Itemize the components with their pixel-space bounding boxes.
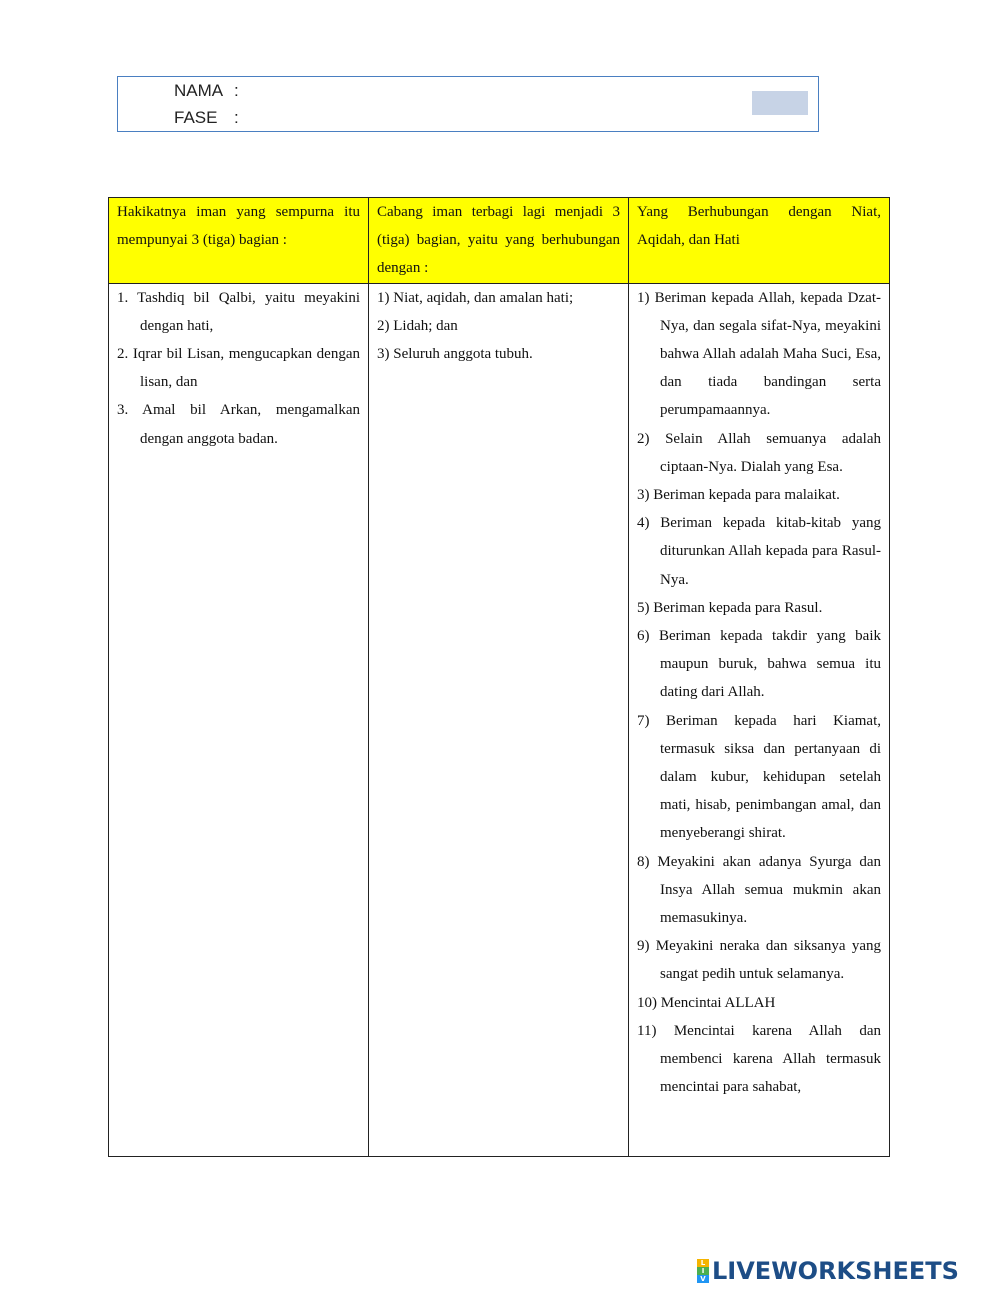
phase-colon: : [234,108,239,127]
logo-mark-icon [697,1259,709,1283]
name-label: NAMA [174,81,224,100]
list-item: 2) Lidah; dan [377,317,458,334]
logo-text: LIVEWORKSHEETS [712,1257,959,1285]
list-item: 1. Tashdiq bil Qalbi, yaitu meyakini dengan hati, [117,289,360,334]
list-item: 1) Beriman kepada Allah, kepada Dzat-Nya, dan segala sifat-Nya, meyakini bahwa Allah adalah Maha Suci, Esa, dan tiada bandingan serta perumpamaannya. [637,289,881,419]
list-item: 2. Iqrar bil Lisan, mengucapkan dengan lisan, dan [117,346,360,391]
table-row [109,283,890,1156]
col1-list [117,284,360,453]
iman-table [108,197,890,1157]
answer-input-box[interactable] [752,91,808,115]
list-item: 9) Meyakini neraka dan siksanya yang sangat pedih untuk selamanya. [637,938,881,983]
phase-label: FASE [174,108,218,127]
list-item: 3) Seluruh anggota tubuh. [377,346,533,363]
table-header-row [109,198,890,284]
column-2-cell [369,283,629,1156]
phase-row [174,108,239,128]
list-item: 3) Beriman kepada para malaikat. [637,487,840,504]
student-info-box [117,76,819,132]
list-item: 8) Meyakini akan adanya Syurga dan Insya Allah semua mukmin akan memasukinya. [637,853,881,927]
list-item: 1) Niat, aqidah, dan amalan hati; [377,289,574,306]
header-cell-2: Cabang iman terbagi lagi menjadi 3 (tiga) bagian, yaitu yang berhubungan dengan : [369,198,629,284]
header-cell-1: Hakikatnya iman yang sempurna itu mempunyai 3 (tiga) bagian : [109,198,369,284]
name-row [174,81,239,101]
liveworksheets-logo [697,1256,959,1286]
column-1-cell [109,283,369,1156]
list-item: 6) Beriman kepada takdir yang baik maupun buruk, bahwa semua itu dating dari Allah. [637,628,881,701]
list-item: 2) Selain Allah semuanya adalah ciptaan-Nya. Dialah yang Esa. [637,430,881,475]
list-item: 11) Mencintai karena Allah dan membenci karena Allah termasuk mencintai para sahabat, [637,1022,881,1096]
name-colon: : [234,81,239,100]
list-item: 10) Mencintai ALLAH [637,994,776,1011]
column-3-cell [629,283,890,1156]
list-item: 4) Beriman kepada kitab-kitab yang diturunkan Allah kepada para Rasul-Nya. [637,515,881,588]
logo-mark-v: V [697,1275,709,1283]
col2-list [377,284,620,369]
logo-mark-l: L [697,1259,709,1267]
logo-mark-i: I [697,1267,709,1275]
col3-list [637,284,881,1102]
list-item: 5) Beriman kepada para Rasul. [637,599,823,616]
list-item: 3. Amal bil Arkan, mengamalkan dengan anggota badan. [117,402,360,447]
header-cell-3: Yang Berhubungan dengan Niat, Aqidah, dan Hati [629,198,890,284]
list-item: 7) Beriman kepada hari Kiamat, termasuk siksa dan pertanyaan di dalam kubur, kehidupan setelah mati, hisab, penimbangan amal, dan menyeberangi shirat. [637,712,881,842]
